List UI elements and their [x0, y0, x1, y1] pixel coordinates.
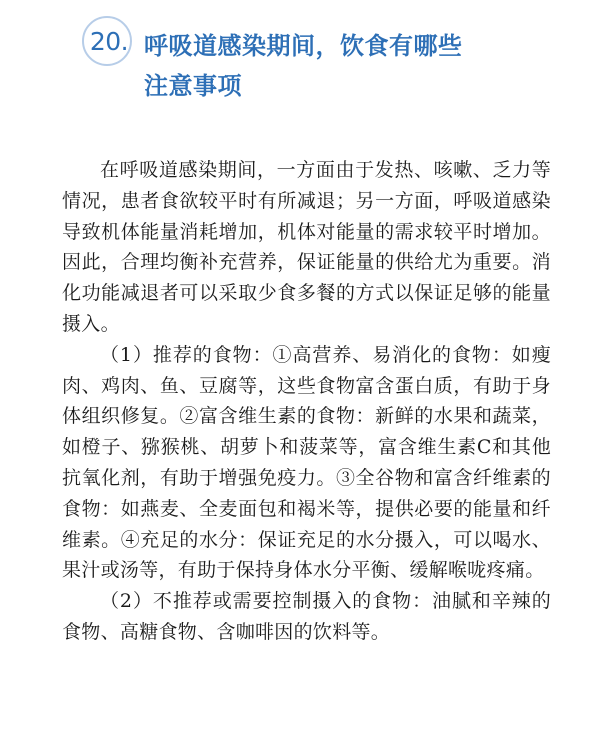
paragraph-limited-foods: （2）不推荐或需要控制摄入的食物：油腻和辛辣的食物、高糖食物、含咖啡因的饮料等。: [62, 590, 551, 643]
section-title: [144, 26, 564, 106]
section-title-line-1: 呼吸道感染期间，饮食有哪些: [144, 32, 463, 60]
section-number: 20.: [89, 27, 129, 56]
section-title-line-2: 注意事项: [144, 72, 242, 100]
section-number-badge: [82, 16, 132, 66]
paragraph-intro: 在呼吸道感染期间，一方面由于发热、咳嗽、乏力等情况，患者食欲较平时有所减退；另一方面，呼吸道感染导致机体能量消耗增加，机体对能量的需求较平时增加。因此，合理均衡补充营养，保证能量的供给尤为重要。消化功能减退者可以采取少食多餐的方式以保证足够的能量摄入。: [62, 159, 551, 335]
body-text: [62, 155, 551, 648]
paragraph-recommended-foods: （1）推荐的食物：①高营养、易消化的食物：如瘦肉、鸡肉、鱼、豆腐等，这些食物富含蛋白质，有助于身体组织修复。②富含维生素的食物：新鲜的水果和蔬菜，如橙子、猕猴桃、胡萝卜和菠菜等，富含维生素C和其他抗氧化剂，有助于增强免疫力。③全谷物和富含纤维素的食物：如燕麦、全麦面包和褐米等，提供必要的能量和纤维素。④充足的水分：保证充足的水分摄入，可以喝水、果汁或汤等，有助于保持身体水分平衡、缓解喉咙疼痛。: [62, 343, 551, 582]
section-header: [82, 16, 602, 106]
